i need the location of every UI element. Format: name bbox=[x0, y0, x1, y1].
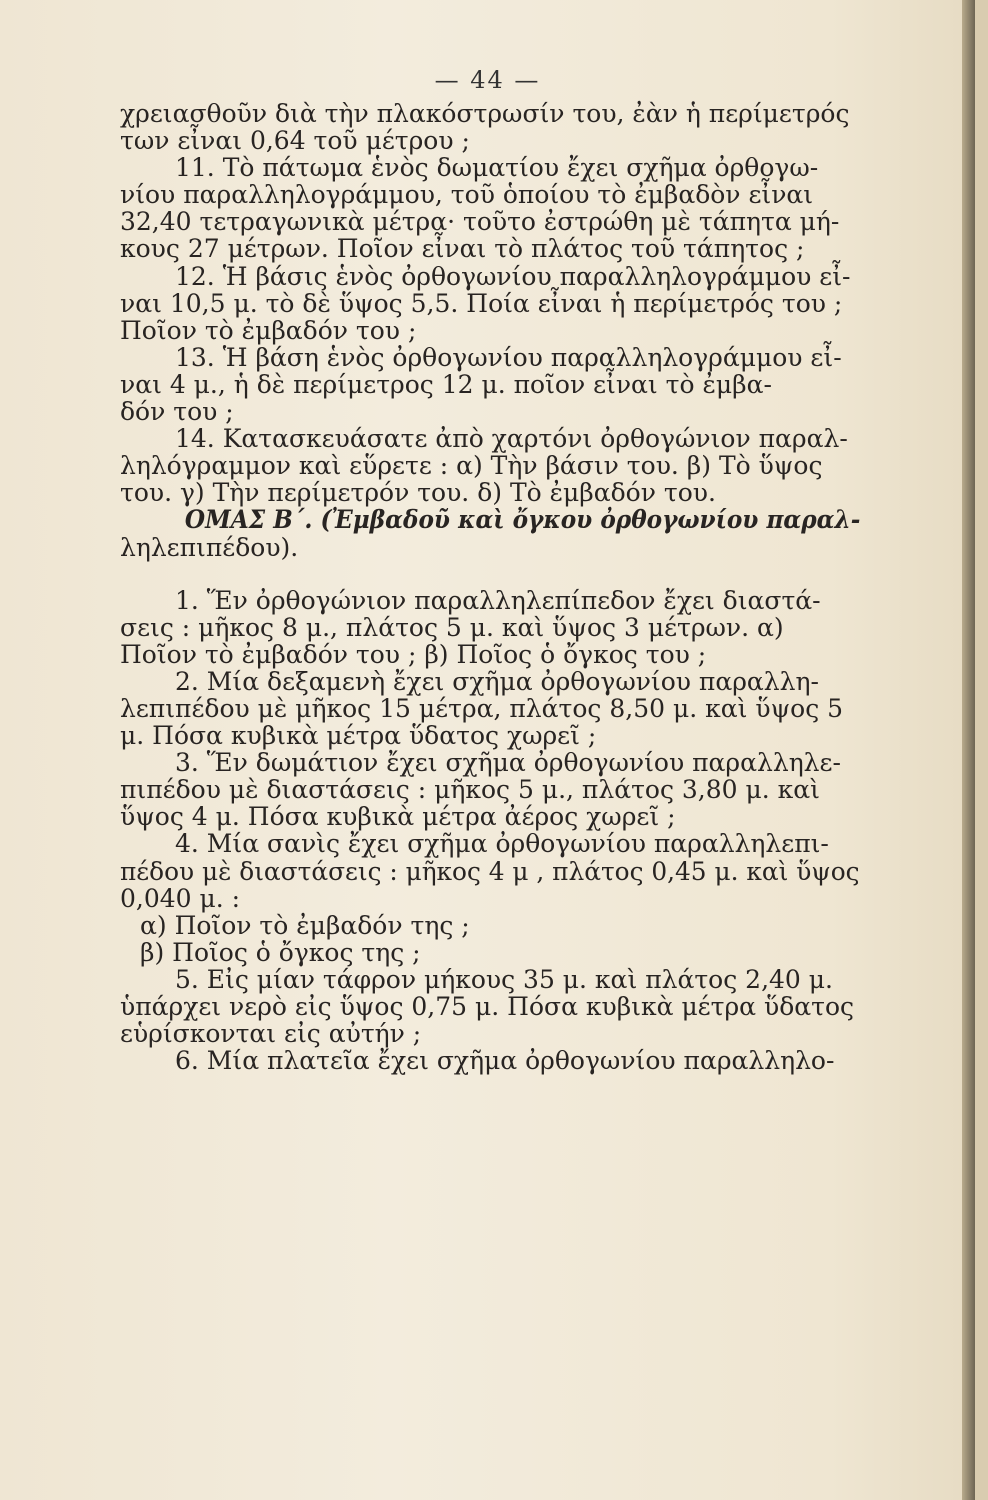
exercise-b2: 2. Μία δεξαμενὴ ἔχει σχῆμα ὀρθογωνίου παραλλη- bbox=[175, 666, 819, 696]
text-line: του. γ) Τὴν περίμετρόν του. δ) Τὸ ἐμβαδόν του. bbox=[120, 478, 716, 508]
page-number: — 44 — bbox=[434, 66, 541, 94]
text-line: νίου παραλληλογράμμου, τοῦ ὁποίου τὸ ἐμβαδὸν εἶναι bbox=[120, 180, 814, 210]
text-line: λεπιπέδου μὲ μῆκος 15 μέτρα, πλάτος 8,50 μ. καὶ ὕψος 5 bbox=[120, 693, 844, 723]
text-line: 32,40 τετραγωνικὰ μέτρα· τοῦτο ἐστρώθη μὲ τάπητα μή- bbox=[120, 207, 840, 237]
text-line: Ποῖον τὸ ἐμβαδόν του ; β) Ποῖος ὁ ὄγκος του ; bbox=[120, 639, 707, 669]
page-edge bbox=[962, 0, 975, 1500]
exercise-11: 11. Τὸ πάτωμα ἑνὸς δωματίου ἔχει σχῆμα ὀρθογω- bbox=[175, 153, 819, 183]
exercise-b6: 6. Μία πλατεῖα ἔχει σχῆμα ὀρθογωνίου παραλληλο- bbox=[175, 1046, 835, 1076]
exercise-13: 13. Ἡ βάση ἑνὸς ὀρθογωνίου παραλληλογράμμου εἶ- bbox=[175, 342, 842, 372]
spacer bbox=[120, 561, 860, 587]
text-line: ναι 4 μ., ἡ δὲ περίμετρος 12 μ. ποῖον εἶναι τὸ ἐμβα- bbox=[120, 369, 772, 399]
text-line: ληλόγραμμον καὶ εὕρετε : α) Τὴν βάσιν του. β) Τὸ ὕψος bbox=[120, 451, 823, 481]
text-line: πιπέδου μὲ διαστάσεις : μῆκος 5 μ., πλάτος 3,80 μ. καὶ bbox=[120, 775, 820, 805]
exercise-14: 14. Κατασκευάσατε ἀπὸ χαρτόνι ὀρθογώνιον παραλ- bbox=[175, 424, 848, 454]
page-body bbox=[120, 100, 860, 1074]
section-heading-continuation: ληλεπιπέδου). bbox=[120, 532, 299, 562]
text-line: πέδου μὲ διαστάσεις : μῆκος 4 μ , πλάτος 0,45 μ. καὶ ὕψος bbox=[120, 856, 860, 886]
text-line: εὑρίσκονται εἰς αὐτήν ; bbox=[120, 1019, 422, 1049]
text-line: των εἶναι 0,64 τοῦ μέτρου ; bbox=[120, 126, 470, 156]
text-line: 0,040 μ. : bbox=[120, 883, 241, 913]
exercise-12: 12. Ἡ βάσις ἑνὸς ὀρθογωνίου παραλληλογράμμου εἶ- bbox=[175, 261, 851, 291]
text-line: ὑπάρχει νερὸ εἰς ὕψος 0,75 μ. Πόσα κυβικὰ μέτρα ὕδατος bbox=[120, 992, 855, 1021]
text-line: δόν του ; bbox=[120, 397, 234, 427]
exercise-b3: 3. Ἕν δωμάτιον ἔχει σχῆμα ὀρθογωνίου παραλληλε- bbox=[175, 748, 841, 778]
text-line: μ. Πόσα κυβικὰ μέτρα ὕδατος χωρεῖ ; bbox=[120, 721, 597, 751]
text-line: χρειασθοῦν διὰ τὴν πλακόστρωσίν του, ἐὰν ἡ περίμετρός bbox=[120, 99, 850, 128]
exercise-b1: 1. Ἕν ὀρθογώνιον παραλληλεπίπεδον ἔχει διαστά- bbox=[175, 585, 821, 615]
text-line: σεις : μῆκος 8 μ., πλάτος 5 μ. καὶ ὕψος 3 μέτρων. α) bbox=[120, 612, 784, 642]
sub-question-a: α) Ποῖον τὸ ἐμβαδόν της ; bbox=[140, 910, 470, 940]
section-heading: ΟΜΑΣ Β΄. (Ἐμβαδοῦ καὶ ὄγκου ὀρθογωνίου παραλ- bbox=[184, 505, 861, 535]
exercise-b5: 5. Εἰς μίαν τάφρον μήκους 35 μ. καὶ πλάτος 2,40 μ. bbox=[175, 964, 833, 994]
text-line: Ποῖον τὸ ἐμβαδόν του ; bbox=[120, 315, 417, 345]
text-line: ὕψος 4 μ. Πόσα κυβικὰ μέτρα ἀέρος χωρεῖ ; bbox=[120, 802, 676, 832]
exercise-b4: 4. Μία σανὶς ἔχει σχῆμα ὀρθογωνίου παραλληλεπι- bbox=[175, 829, 829, 859]
text-line: κους 27 μέτρων. Ποῖον εἶναι τὸ πλάτος τοῦ τάπητος ; bbox=[120, 234, 805, 264]
sub-question-b: β) Ποῖος ὁ ὄγκος της ; bbox=[140, 937, 421, 967]
text-line: ναι 10,5 μ. τὸ δὲ ὕψος 5,5. Ποία εἶναι ἡ περίμετρός του ; bbox=[120, 288, 843, 318]
